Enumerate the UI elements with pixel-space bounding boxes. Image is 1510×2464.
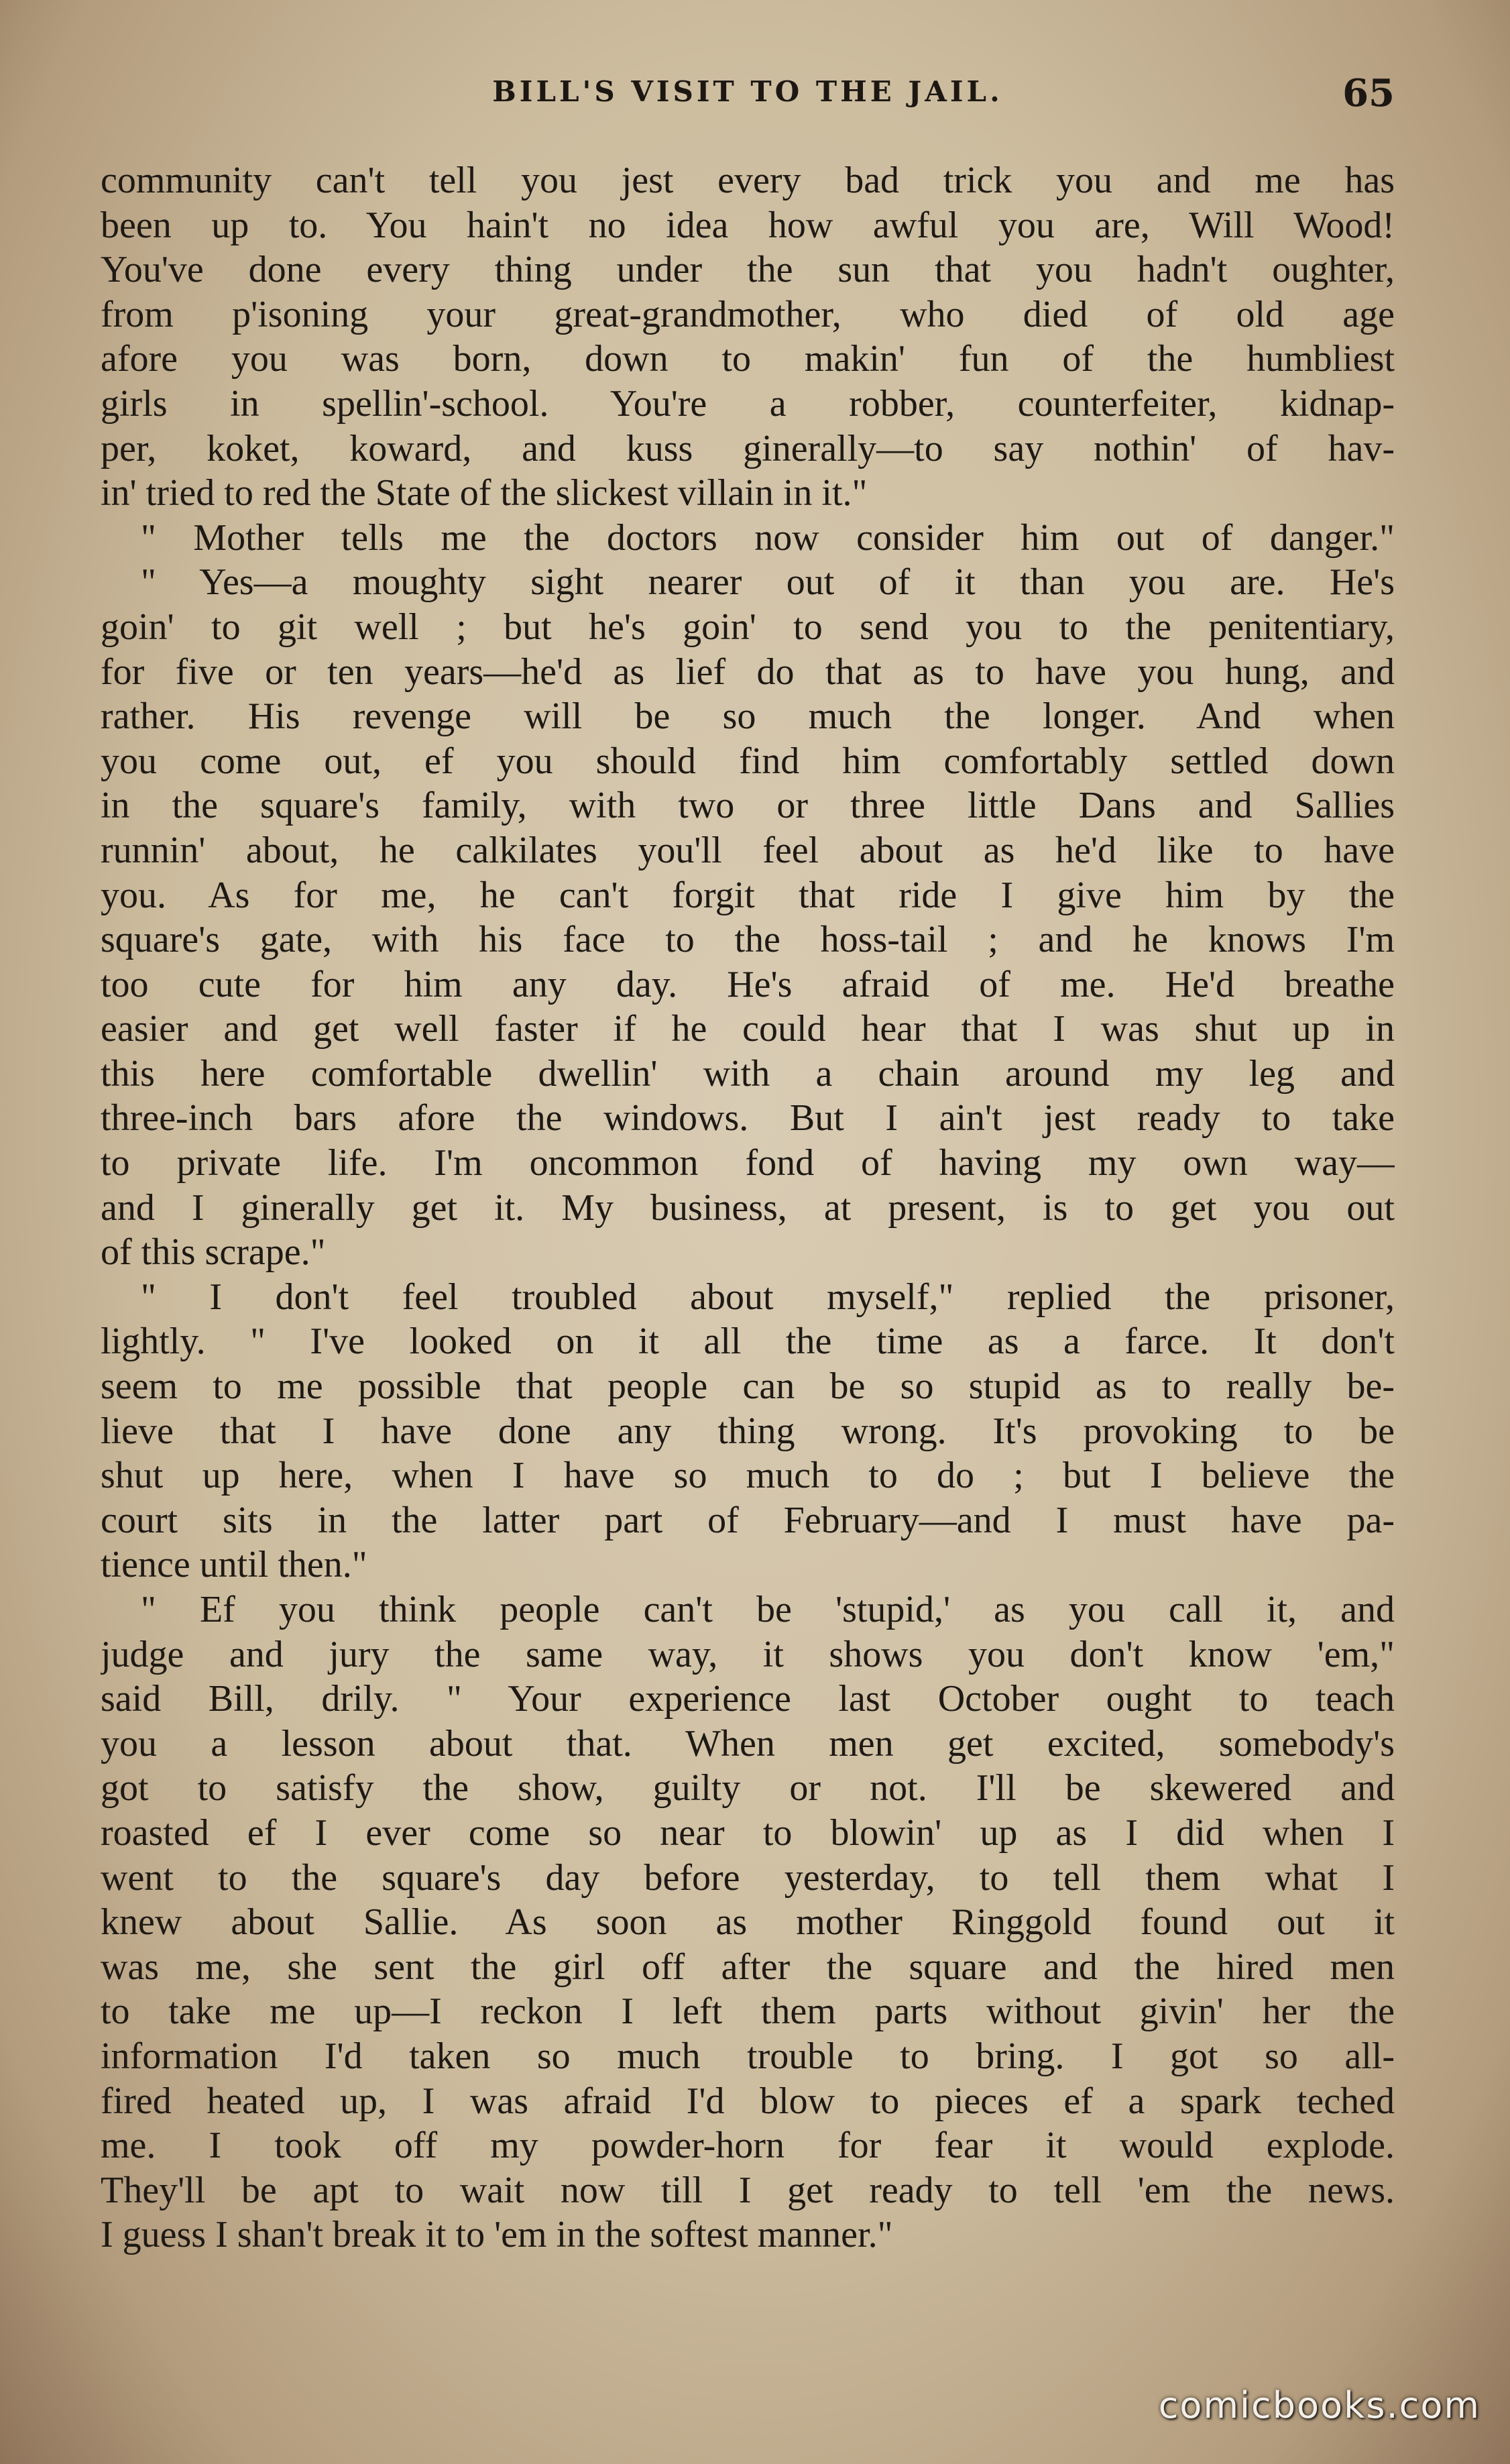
text-line: court sits in the latter part of February—and I must have pa- bbox=[101, 1499, 1395, 1541]
text-line: in' tried to red the State of the slickest villain in it." bbox=[101, 472, 868, 514]
text-line: you. As for me, he can't forgit that ride I give him by the bbox=[101, 874, 1395, 916]
page-number: 65 bbox=[1342, 71, 1395, 115]
text-line: runnin' about, he calkilates you'll feel about as he'd like to have bbox=[101, 829, 1395, 871]
text-line: You've done every thing under the sun that you hadn't oughter, bbox=[101, 249, 1395, 291]
text-line: judge and jury the same way, it shows you don't know 'em," bbox=[101, 1633, 1395, 1675]
text-line: too cute for him any day. He's afraid of me. He'd breathe bbox=[101, 963, 1395, 1005]
text-line: was me, she sent the girl off after the square and the hired men bbox=[101, 1946, 1395, 1988]
text-line: tience until then." bbox=[101, 1544, 367, 1586]
text-line: They'll be apt to wait now till I get ready to tell 'em the news. bbox=[101, 2169, 1395, 2211]
text-line: three-inch bars afore the windows. But I ain't jest ready to take bbox=[101, 1097, 1395, 1139]
text-line: went to the square's day before yesterday, to tell them what I bbox=[101, 1856, 1395, 1899]
body-text bbox=[101, 158, 1395, 2257]
text-line: and I ginerally get it. My business, at present, is to get you out bbox=[101, 1186, 1395, 1229]
text-line: I guess I shan't break it to 'em in the softest manner." bbox=[101, 2214, 893, 2256]
text-line: fired heated up, I was afraid I'd blow to pieces ef a spark teched bbox=[101, 2080, 1395, 2122]
text-line: rather. His revenge will be so much the longer. And when bbox=[101, 695, 1395, 738]
text-line: afore you was born, down to makin' fun of the humbliest bbox=[101, 338, 1395, 380]
text-line: been up to. You hain't no idea how awful you are, Will Wood! bbox=[101, 204, 1395, 246]
text-line: you come out, ef you should find him comfortably settled down bbox=[101, 740, 1395, 782]
text-line: knew about Sallie. As soon as mother Ringgold found out it bbox=[101, 1901, 1395, 1944]
running-head: BILL'S VISIT TO THE JAIL. bbox=[492, 75, 1003, 108]
text-line: information I'd taken so much trouble to bring. I got so all- bbox=[101, 2035, 1395, 2077]
text-line: got to satisfy the show, guilty or not. I'll be skewered and bbox=[101, 1767, 1395, 1809]
text-line: goin' to git well ; but he's goin' to send you to the penitentiary, bbox=[101, 606, 1395, 648]
text-line: lightly. " I've looked on it all the time as a farce. It don't bbox=[101, 1321, 1395, 1363]
text-line: to private life. I'm oncommon fond of having my own way— bbox=[101, 1142, 1395, 1184]
page-header bbox=[101, 71, 1395, 122]
text-line: this here comfortable dwellin' with a chain around my leg and bbox=[101, 1052, 1395, 1095]
text-line: in the square's family, with two or three little Dans and Sallies bbox=[101, 785, 1395, 827]
text-line: easier and get well faster if he could hear that I was shut up in bbox=[101, 1008, 1395, 1050]
text-line: me. I took off my powder-horn for fear it would explode. bbox=[101, 2125, 1395, 2167]
text-line: said Bill, drily. " Your experience last October ought to teach bbox=[101, 1678, 1395, 1720]
text-line: shut up here, when I have so much to do ; but I believe the bbox=[101, 1455, 1395, 1497]
text-line: community can't tell you jest every bad trick you and me has bbox=[101, 160, 1395, 201]
text-line: you a lesson about that. When men get excited, somebody's bbox=[101, 1722, 1395, 1765]
text-line: " Yes—a moughty sight nearer out of it than you are. He's bbox=[141, 561, 1395, 604]
watermark: comicbooks.com bbox=[1158, 2384, 1480, 2426]
text-line: lieve that I have done any thing wrong. It's provoking to be bbox=[101, 1410, 1395, 1452]
text-line: of this scrape." bbox=[101, 1231, 326, 1274]
text-line: from p'isoning your great-grandmother, who died of old age bbox=[101, 293, 1395, 335]
text-line: square's gate, with his face to the hoss-tail ; and he knows I'm bbox=[101, 919, 1395, 961]
text-line: seem to me possible that people can be so stupid as to really be- bbox=[101, 1365, 1395, 1408]
text-line: girls in spellin'-school. You're a robber, counterfeiter, kidnap- bbox=[101, 382, 1395, 425]
text-line: " Ef you think people can't be 'stupid,' as you call it, and bbox=[141, 1589, 1395, 1630]
text-line: " Mother tells me the doctors now consider him out of danger." bbox=[141, 516, 1395, 559]
text-line: " I don't feel troubled about myself," replied the prisoner, bbox=[141, 1276, 1395, 1318]
text-line: to take me up—I reckon I left them parts without givin' her the bbox=[101, 1991, 1395, 2033]
text-line: roasted ef I ever come so near to blowin' up as I did when I bbox=[101, 1811, 1395, 1854]
text-line: for five or ten years—he'd as lief do that as to have you hung, and bbox=[101, 651, 1395, 693]
text-line: per, koket, koward, and kuss ginerally—to say nothin' of hav- bbox=[101, 427, 1395, 469]
